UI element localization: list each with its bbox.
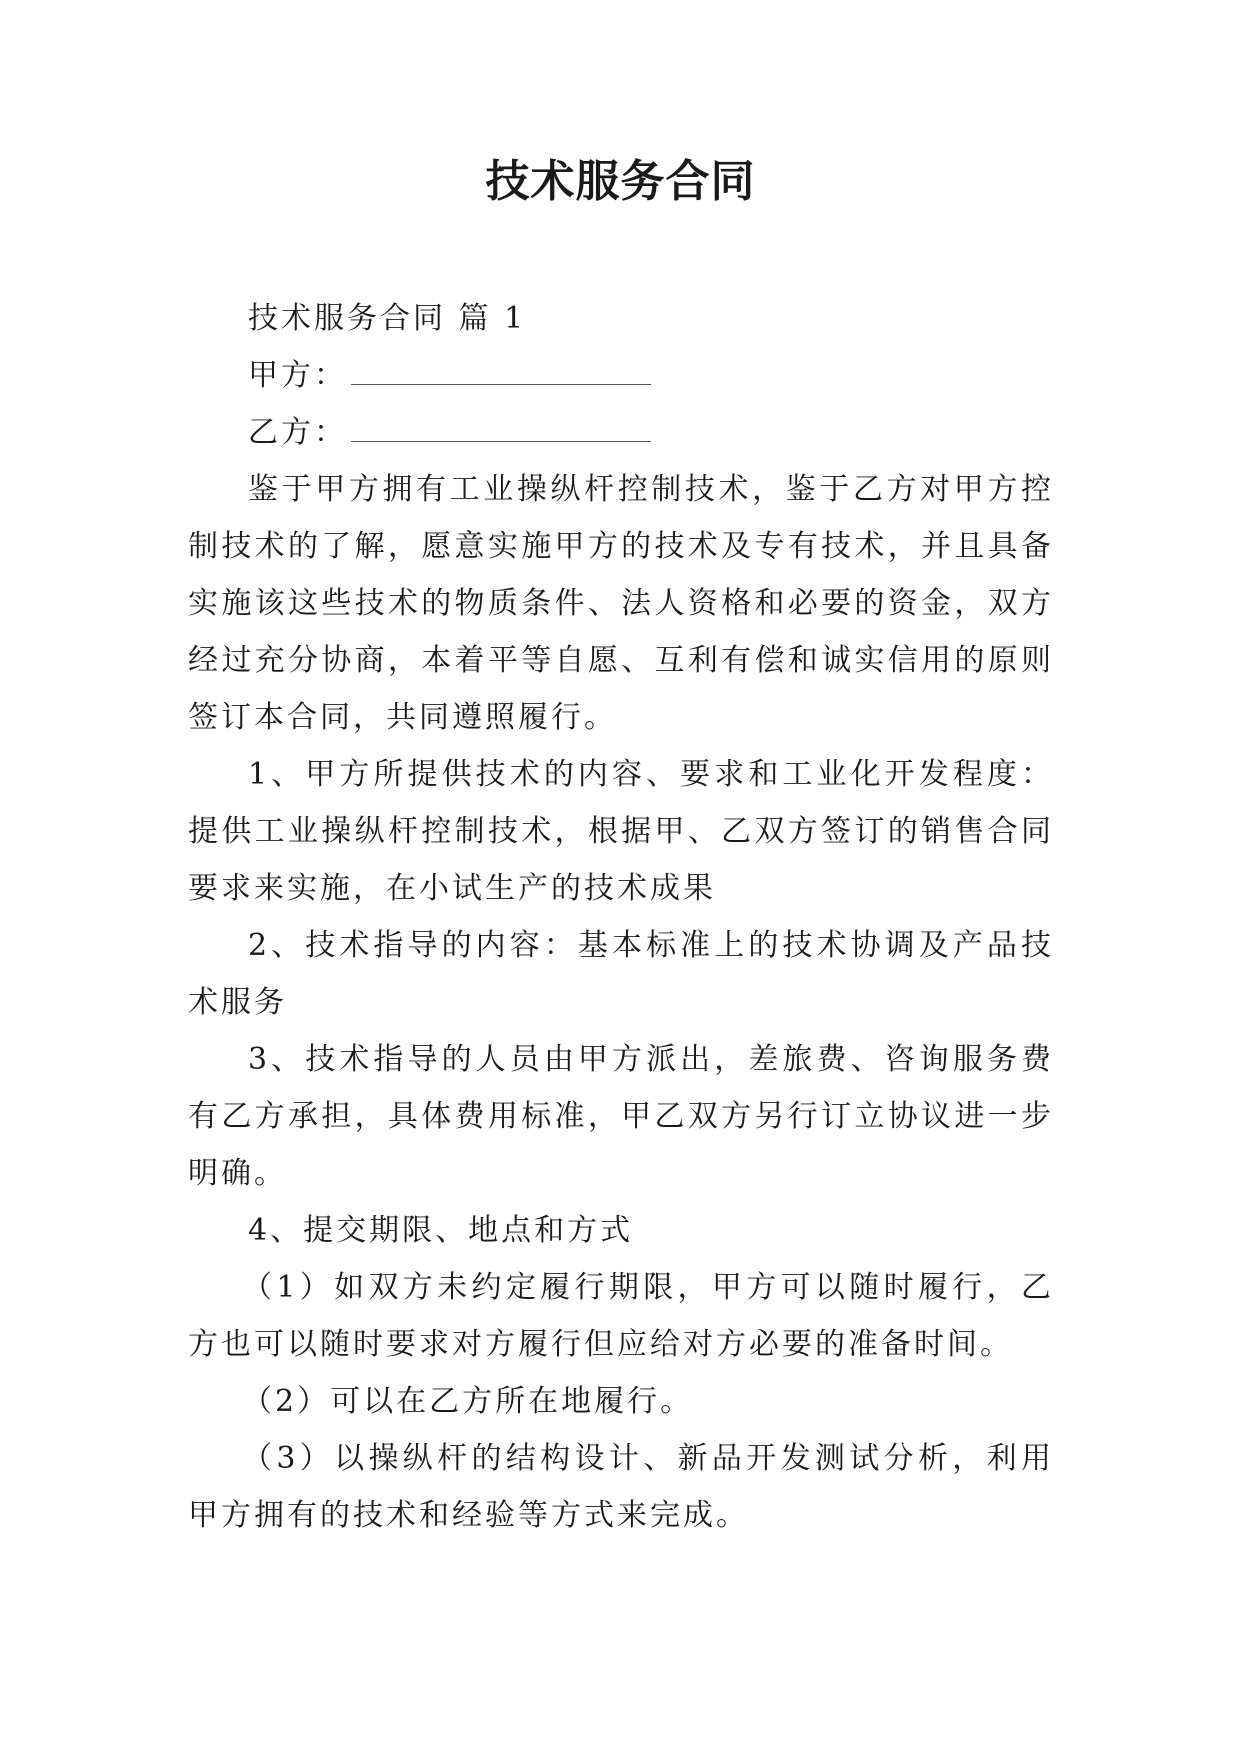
party-a-label: 甲方： <box>248 358 347 393</box>
party-b-label: 乙方： <box>248 415 347 450</box>
paragraph-clause-4-2: （2）可以在乙方所在地履行。 <box>242 1384 694 1419</box>
document-body <box>188 290 1054 1544</box>
party-a-blank <box>351 358 651 385</box>
paragraph-clause-3: 3、技术指导的人员由甲方派出，差旅费、咨询服务费有乙方承担，具体费用标准，甲乙双方另行订立协议进一步明确。 <box>188 1042 1054 1191</box>
paragraph-clause-2: 2、技术指导的内容：基本标准上的技术协调及产品技术服务 <box>188 928 1054 1020</box>
paragraph-clause-4-1: （1）如双方未约定履行期限，甲方可以随时履行，乙方也可以随时要求对方履行但应给对方必要的准备时间。 <box>188 1270 1054 1362</box>
document-title: 技术服务合同 <box>485 156 756 207</box>
paragraph-clause-4-3: （3）以操纵杆的结构设计、新品开发测试分析，利用甲方拥有的技术和经验等方式来完成。 <box>188 1441 1054 1533</box>
party-b-blank <box>351 415 651 442</box>
paragraph-clause-4: 4、提交期限、地点和方式 <box>248 1213 634 1248</box>
paragraph-preamble: 鉴于甲方拥有工业操纵杆控制技术，鉴于乙方对甲方控制技术的了解，愿意实施甲方的技术及专有技术，并且具备实施该这些技术的物质条件、法人资格和必要的资金，双方经过充分协商，本着平等自愿、互利有偿和诚实信用的原则签订本合同，共同遵照履行。 <box>188 472 1054 735</box>
section-heading: 技术服务合同 篇 1 <box>248 301 527 336</box>
paragraph-clause-1: 1、甲方所提供技术的内容、要求和工业化开发程度：提供工业操纵杆控制技术，根据甲、乙双方签订的销售合同要求来实施，在小试生产的技术成果 <box>188 757 1054 906</box>
party-a-line <box>188 347 1054 404</box>
party-b-line <box>188 404 1054 461</box>
